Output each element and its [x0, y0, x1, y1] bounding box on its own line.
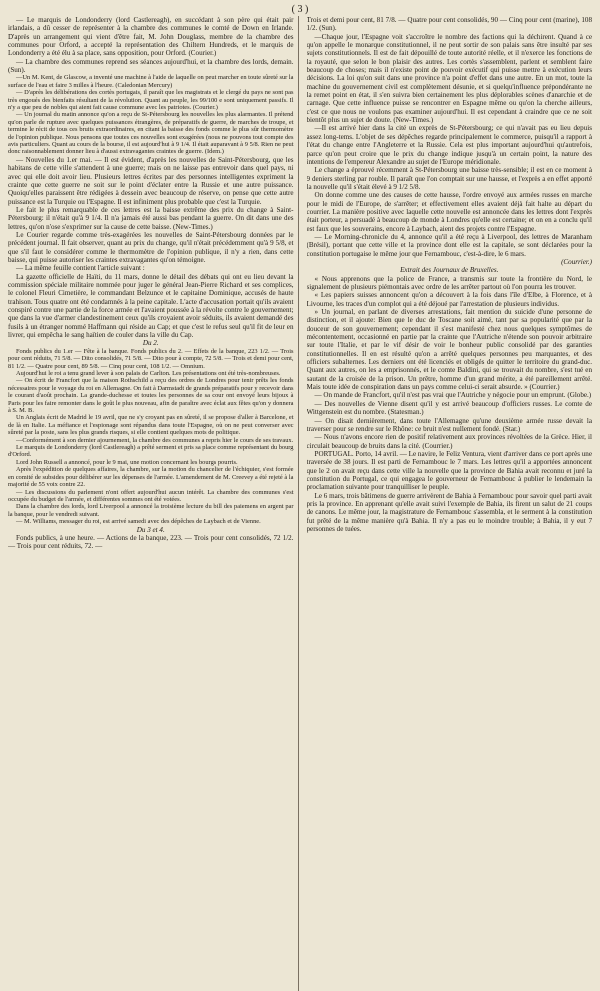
article-paragraph: Lord John Russell a annoncé, pour le 9 mai, une motion concernant les bourgs pourris.: [16, 458, 238, 466]
page-number: ( 3 ): [291, 4, 309, 15]
article-paragraph: Un Anglais écrit de Madrid le 19 avril, que ne s'y croyant pas en sûreté, il se propose d'aller à Barcelone, et de là en Italie. La méfiance et l'espionage sont répandus dans toute l'Espagne, où on ne peut converser avec sûreté par la poste, sans les plus grands risques, si elle contient quelques mots de politique.: [8, 414, 294, 437]
article-paragraph: » Un journal, en parlant de diverses arrestations, fait mention du suicide d'une personne de distinction, et il ajoute: Bien que le duc de Toscane soit aimé, tant par sa popularité que par la douceur de son gouvernement; cependant il s'est manifesté chez nous quelques symptômes de mécontentement, occasionné en partie par la crainte que l'Autriche n'étende son pouvoir arbitraire sur toute l'Italie, et par le vif désir de voir le bonheur public consolidé par des garanties constitutionnelles. Il en est résulté qu'on a arrêté quelques personnes peu marquantes, et des officiers subalternes. Les derniers ont été licenciés et obligés de quitter le territoire du grand-duc. Quant aux autres, on les a emprisonnés, et le comte Baldini, qui se trouvait du nombre, s'est tué en sautant de la croisée de la prison. Un prêtre, homme d'un grand mérite, a été pareillement arrêté. Mais toute idée de conspiration dans un pays comme celui-ci serait absurde. » (Courrier.): [306, 308, 592, 392]
article-paragraph: Fonds publics du 1.er — Fête à la banque. Fonds publics du 2. — Effets de la banque, 223 1/2. — Trois pour cent réduits, 71 5/8. — Dito consolidés, 71 5/8. — Dito pour à compte, 72 5/8. — Trois et demi pour cent, 81 1/2. — Quatre pour cent, 89 5/8. — Cinq pour cent, 108 1/2. — Omnium.: [8, 347, 294, 370]
article-paragraph: — Le Morning-chronicle du 4, annonce qu'il a été reçu à Liverpool, des lettres de Maranham (Brésil), portant que cette ville et la province dont elle est la capitale, se sont déclarées pour la constitution portugaise le même jour que Fernambouc, c'est-à-dire, le 6 mars.: [306, 232, 592, 258]
right-column: [307, 16, 593, 991]
article-paragraph: Le 6 mars, trois bâtimens de guerre arrivèrent de Bahia à Fernambouc pour savoir quel parti avait pris la province. En apprenant qu'elle avait suivi l'exemple de Bahia, ils firent un salut de 21 coups de canons. Le même jour, la magistrature de Fernambouc s'assembla, et le serment à la constitution fut prêté de la même manière qu'à Bahia. Il n'y a pas eu le moindre trouble; à Bahia, il y eut 7 personnes de tuées.: [306, 491, 592, 533]
article-paragraph: — Le marquis de Londonderry (lord Castlereagh), en succédant à son père qui était pair irlandais, a dû cesser de représenter à la chambre des communes le comté de Down en Irlande. D'après un arrangement qui vient d'être fait, M. John Douglass, membre de la chambre des communes pour Orford, a accepté la représentation des Chiltern Hundreds, et le marquis de Londonderry a été élu à sa place, sans opposition, pour Orford. (Courier.): [8, 16, 294, 58]
article-paragraph: — On écrit de Francfort que la maison Rothschild a reçu des ordres de Londres pour tenir prêts les fonds nécessaires pour le voyage du roi en Allemagne. On fait à Darmstadt de grands préparatifs pour y recevoir dans le courant d'août prochain. La grande-duchesse et toutes les personnes de sa cour ont envoyé leurs bijoux à Paris pour les faire remonter dans le goût le plus nouveau, afin de paraître avec éclat aux fêtes qu'on y donnera à S. M. B.: [8, 377, 294, 415]
article-paragraph: — Les discussions du parlement n'ont offert aujourd'hui aucun intérêt. La chambre des communes s'est occupée du budget de l'armée, et différentes sommes ont été votées.: [8, 488, 294, 503]
article-paragraph: Après l'expédition de quelques affaires, la chambre, sur la motion du chancelier de l'échiquier, s'est formée en comité de subsides pour délibérer sur les dépenses de l'armée. L'amendement de M. Creevey a été rejeté à la majorité de 55 voix contre 22.: [8, 466, 294, 489]
article-paragraph: — On mande de Francfort, qu'il n'est pas vrai que l'Autriche y négocie pour un emprunt. (Globe.): [314, 391, 592, 400]
article-paragraph: — D'après les délibérations des cortès portugais, il paraît que les magistrats et le clergé du pays ne sont pas très engoués des bienfaits résultant de la révolution. Quant au peuple, les 99/100 e sont uniquement passifs. Il n'y a que peu de nobles qui aient fait cause commune avec les patriotes. (Courier.): [8, 89, 294, 112]
article-paragraph: Le change a éprouvé récemment à St-Pétersbourg une baisse très-sensible; il est en ce moment à 9 deniers sterling par rouble. Il paraît que l'on comptait sur une hausse, et l'exprès a en effet apporté la nouvelle qu'il s'était élevé à 9 1/2 5/8.: [306, 166, 592, 191]
article-paragraph: Dans la chambre des lords, lord Liverpool a annoncé la troisième lecture du bill des paiemens en argent par la banque, pour le vendredi suivant.: [8, 503, 294, 518]
article-paragraph: Le marquis de Londonderry (lord Castlereagh) a prêté serment et pris sa place comme représentant du bourg d'Orford.: [8, 444, 294, 459]
article-paragraph: Fonds publics, à une heure. — Actions de la banque, 223. — Trois pour cent consolidés, 72 1/2. — Trois pour cent réduits, 72. —: [8, 533, 294, 551]
columns: [8, 16, 592, 991]
article-paragraph: « Les papiers suisses annoncent qu'on a découvert à la fois dans l'île d'Elbe, à Florence, et à Livourne, les traces d'un complot qui a été déjoué par l'arrestation de plusieurs individus.: [306, 291, 592, 308]
article-paragraph: — La même feuille contient l'article suivant :: [16, 264, 145, 273]
article-paragraph: — La chambre des communes reprend ses séances aujourd'hui, et la chambre des lords, demain. (Sun).: [8, 57, 294, 75]
article-paragraph: Trois et demi pour cent, 81 7/8. — Quatre pour cent consolidés, 90 — Cinq pour cent (marine), 108 1/2. (Sun).: [306, 16, 592, 33]
article-paragraph: — Des nouvelles de Vienne disent qu'il y est arrivé beaucoup d'officiers russes. Le comte de Wittgenstein est du nombre. (Statesman.): [306, 399, 592, 417]
section-heading: Du 3 et 4.: [136, 525, 165, 534]
article-paragraph: On donne comme une des causes de cette hausse, l'ordre envoyé aux armées russes en marche pour le midi de l'Europe, de s'arrêter; et effectivement elles avaient déjà fait halte au départ du courrier. La manière positive avec laquelle cette nouvelle est annoncée dans les lettres dont l'exprès était porteur, a persuadé à beaucoup de monde à Londres qu'elle est certaine; et on en a conclu qu'il est faux que les souverains, encore à Laybach, aient des projets contre l'Espagne.: [306, 191, 592, 233]
article-paragraph: « Nous apprenons que la police de France, a transmis sur toute la frontière du Nord, le signalement de plusieurs piémontais avec ordre de les arrêter partout où l'on pourra les trouver.: [306, 274, 592, 291]
left-column: [8, 16, 299, 991]
article-paragraph: Le Courier regarde comme très-exagérées les nouvelles de Saint-Pétersbourg données par le précédent journal. Il fait observer, quant au prix du change, qu'il n'était précédemment qu'à 9 5/8, et que s'il faut le considérer comme le thermomètre de l'opinion publique, il n'y a rien, dans cette baisse, qui puisse autoriser les craintes extravagantes qu'on témoigne.: [8, 230, 294, 264]
article-paragraph: —Il est arrivé hier dans la cité un exprès de St-Pétersbourg; ce qui n'avait pas eu lieu depuis assez long-tems. L'objet de ses dépêches regarde principalement le commerce, puisqu'il a rapport à l'état du change entre l'Angleterre et la Russie. Cela est plus important aujourd'hui qu'autrefois, parce qu'on peut croire que le prix du change indique jusqu'à un certain point, la nature des intentions de l'empereur Alexandre au sujet de l'Europe méridionale.: [306, 124, 592, 166]
section-heading: Extrait des Journaux de Bruxelles.: [400, 266, 499, 275]
article-paragraph: — Nouvelles du 1.er mai. — Il est évident, d'après les nouvelles de Saint-Pétersbourg, que les habitans de cette ville s'attendent à une guerre; mais on ne laisse pas entrevoir dans quel pays, ni avec qui elle doit avoir lieu. Plusieurs lettres écrites par des personnes intelligentes expriment la crainte que cette guerre ne soit sur le point d'éclater entre la Russie et une autre puissance. Quoiqu'elles paraissent être rédigées à dessein avec beaucoup de réserve, on pense que cette autre puissance est la Turquie ou l'Espagne. Il est infiniment plus probable que c'est la Turquie.: [8, 155, 294, 206]
article-paragraph: Le fait le plus remarquable de ces lettres est la baisse extrême des prix du change à Saint-Pétersbourg: il n'était qu'à 9 1/4. Il n'a jamais été aussi bas pendant la guerre. On dit dans une des lettres, qu'on n'ose s'exprimer sur la cause de cette baisse. (New-Times.): [8, 205, 294, 231]
article-paragraph: —Un M. Kent, de Glascow, a inventé une machine à l'aide de laquelle on peut marcher en toute sûreté sur la surface de l'eau et faire 3 milles à l'heure. (Caledonian Mercury): [8, 74, 294, 89]
article-paragraph: PORTUGAL. Porto, 14 avril. — Le navire, le Feliz Ventura, vient d'arriver dans ce port après une traversée de 38 jours. Il est parti de Fernambouc le 7 mars. Les lettres qu'il a apportées annoncent que le 2 on avait reçu dans cette ville la nouvelle que la province de Bahia avait reconnu et juré la constitution du Portugal, ce qui engagea le gouverneur de Fernambouc à publier le lendemain la proclamation suivante pour tranquilliser le peuple.: [306, 449, 592, 492]
article-paragraph: — Un journal du matin annonce qu'on a reçu de St-Pétersbourg les nouvelles les plus alarmantes. Il prétend qu'on parle de rupture avec quelques puissances étrangères, de préparatifs de guerre, de marches de troupe, et termine le récit de tous ces bruits extraordinaires, en citant la baisse des fonds comme le plus sûr thermomètre de l'opinion publique. Nous pensons que toutes ces nouvelles sont exagérées (nous ne pouvons tout compte des avis particuliers. Quant au cours de la bourse, il est aujourd'hui à 9 1/4. Il était auparavant à 9 5/8. Rien ne peut donc raisonnablement donner lieu à d'aussi extravagantes craintes de guerre. (Idem.): [8, 111, 294, 156]
article-paragraph: —Chaque jour, l'Espagne voit s'accroître le nombre des factions qui la déchirent. Quand à ce qu'on appelle le monarque constitutionnel, il ne peut sortir de son palais sans être insulté par ses sujets constitutionnels. Il est de fait dépouillé de toute autorité réelle, et il n'exerce les fonctions de la royauté, que selon le bon plaisir des autres. Les cortès s'assemblent, parlent et semblent faire beaucoup de choses; mais il n'existe point de pouvoir exécutif qui puisse mettre à exécution leurs décisions. La loi qu'on suit dans une province n'a point d'effet dans une autre. En un mot, toute la machine du gouvernement civil est complètement désunie, et si quelqu'influence prépondérante ne la remet point en état, il s'en suivra bien certainement les plus déplorables scènes d'anarchie et de carnage. Que cette influence puisse se rencontrer en Espagne même ou qu'on la cherche ailleurs, c'est ce que nous ne voulons pas examiner aujourd'hui. Il est cependant à craindre que ce ne soit bientôt plus un sujet de doute. (New-Times.): [306, 32, 592, 125]
article-paragraph: — On disait dernièrement, dans toute l'Allemagne qu'une deuxième armée russe devait la traverser pour se rendre sur le Rhône: ce bruit n'est nullement fondé. (Star.): [306, 416, 592, 433]
article-paragraph: — M. Williams, messager du roi, est arrivé samedi avec des dépêches de Laybach et de Vienne.: [16, 518, 261, 526]
source-credit: (Courrier.): [561, 257, 592, 266]
section-heading: Du 2.: [142, 339, 159, 348]
article-paragraph: —Conformément à son dernier ajournement, la chambre des communes a repris hier le cours de ses travaux.: [16, 436, 294, 444]
article-paragraph: Aujourd'hui le roi a tenu grand lever à son palais de Carlton. Les présentations ont été très-nombreuses.: [16, 370, 281, 377]
article-paragraph: La gazette officielle de Haïti, du 11 mars, donne le détail des débats qui ont eu lieu devant la commission spéciale militaire nommée pour juger le général Jean-Pierre Richard et ses complices, le colonel Fleuri Cimetière, le commandant Belzunce et le capitaine Dominique, accusés de haute trahison. Tous quatre ont été condamnés à la peine capitale. L'acte d'accusation portait qu'ils avaient conspiré contre une partie de la force armée et l'avaient poussée à la révolte contre le gouvernement; que dans la vue d'armer clandestinement ceux qu'ils croyaient avoir séduits, ils avaient demandé des fusils à un étranger nommé Haffmann qui réside au Cap; et que c'est le refus seul qu'il fit de leur en livrer, qui empêcha le sang haïtien de couler dans la ville du Cap.: [8, 272, 294, 340]
article-paragraph: — Nous n'avons encore rien de positif relativement aux provinces révoltées de la Grèce. Hier, il circulait beaucoup de bruits dans la cité. (Courrier.): [306, 433, 592, 450]
